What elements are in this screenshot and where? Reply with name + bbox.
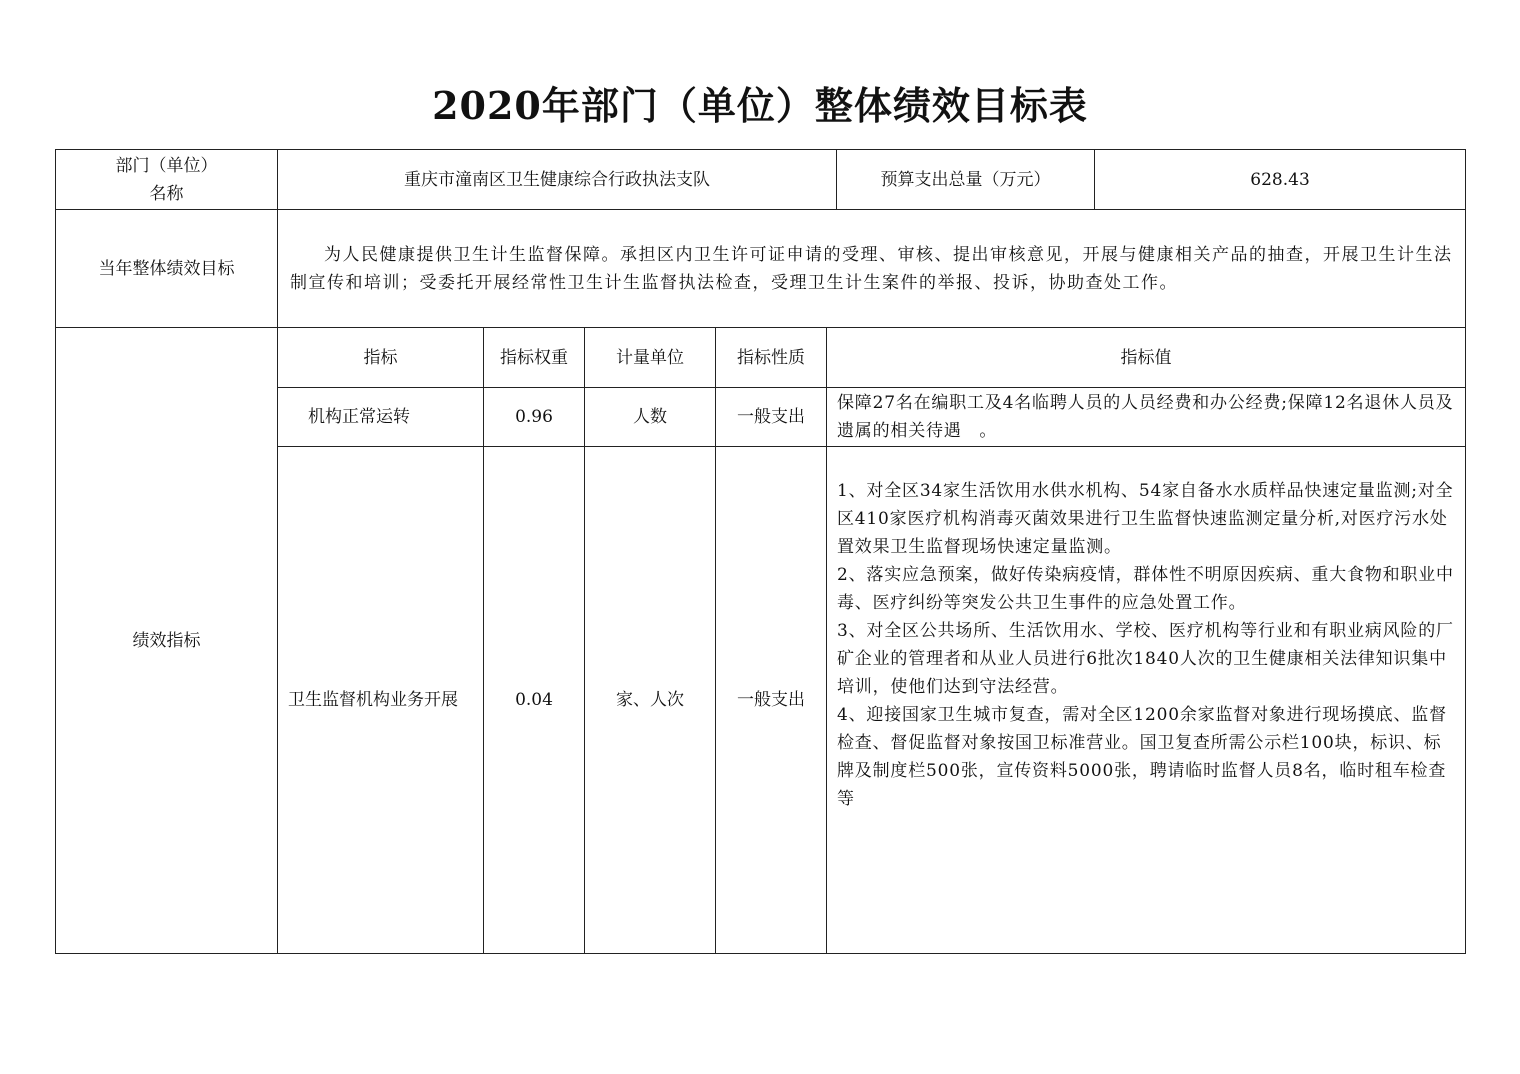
col-header-value: 指标值	[827, 328, 1466, 388]
budget-label-cell: 预算支出总量（万元）	[837, 150, 1095, 210]
indicator-value-line: 3、对全区公共场所、生活饮用水、学校、医疗机构等行业和有职业病风险的厂矿企业的管理者和从业人员进行6批次1840人次的卫生健康相关法律知识集中培训，使他们达到守法经营。	[837, 621, 1454, 697]
goal-text-cell	[278, 210, 1466, 328]
indicator-value	[827, 447, 1466, 954]
performance-target-table	[55, 149, 1466, 954]
page-title: 2020年部门（单位）整体绩效目标表	[432, 83, 1088, 128]
dept-name-cell: 重庆市潼南区卫生健康综合行政执法支队	[278, 150, 837, 210]
indicator-value-line: 1、对全区34家生活饮用水供水机构、54家自备水水质样品快速定量监测;对全区410家医疗机构消毒灭菌效果进行卫生监督快速监测定量分析,对医疗污水处置效果卫生监督现场快速定量监测。	[837, 481, 1454, 557]
indicator-weight: 0.96	[484, 388, 585, 447]
indicator-section-label: 绩效指标	[56, 328, 278, 954]
header-row	[56, 150, 1466, 210]
indicator-weight: 0.04	[484, 447, 585, 954]
indicator-value-line: 保障27名在编职工及4名临聘人员的人员经费和办公经费;保障12名退休人员及遗属的相关待遇 。	[837, 393, 1454, 441]
indicator-value-line: 2、落实应急预案，做好传染病疫情，群体性不明原因疾病、重大食物和职业中毒、医疗纠纷等突发公共卫生事件的应急处置工作。	[837, 565, 1454, 613]
col-header-unit: 计量单位	[585, 328, 716, 388]
goal-label-cell: 当年整体绩效目标	[56, 210, 278, 328]
indicator-nature: 一般支出	[716, 388, 827, 447]
dept-label-line2: 名称	[149, 183, 184, 204]
goal-text: 为人民健康提供卫生计生监督保障。承担区内卫生许可证申请的受理、审核、提出审核意见，开展与健康相关产品的抽查，开展卫生计生法制宣传和培训；受委托开展经常性卫生计生监督执法检查，受理卫生计生案件的举报、投诉，协助查处工作。	[290, 244, 1453, 293]
goal-row	[56, 210, 1466, 328]
indicator-name: 机构正常运转	[278, 388, 484, 447]
indicator-unit: 人数	[585, 388, 716, 447]
indicator-header-row	[56, 328, 1466, 388]
indicator-unit: 家、人次	[585, 447, 716, 954]
budget-value-cell: 628.43	[1095, 150, 1466, 210]
indicator-name: 卫生监督机构业务开展	[278, 447, 484, 954]
indicator-value	[827, 388, 1466, 447]
col-header-nature: 指标性质	[716, 328, 827, 388]
dept-label-line1: 部门（单位）	[115, 155, 218, 176]
col-header-indicator: 指标	[278, 328, 484, 388]
indicator-nature: 一般支出	[716, 447, 827, 954]
indicator-value-line: 4、迎接国家卫生城市复查，需对全区1200余家监督对象进行现场摸底、监督检查、督促监督对象按国卫标准营业。国卫复查所需公示栏100块，标识、标牌及制度栏500张，宣传资料5000张，聘请临时监督人员8名，临时租车检查等	[837, 705, 1447, 809]
dept-label-cell	[56, 150, 278, 210]
col-header-weight: 指标权重	[484, 328, 585, 388]
